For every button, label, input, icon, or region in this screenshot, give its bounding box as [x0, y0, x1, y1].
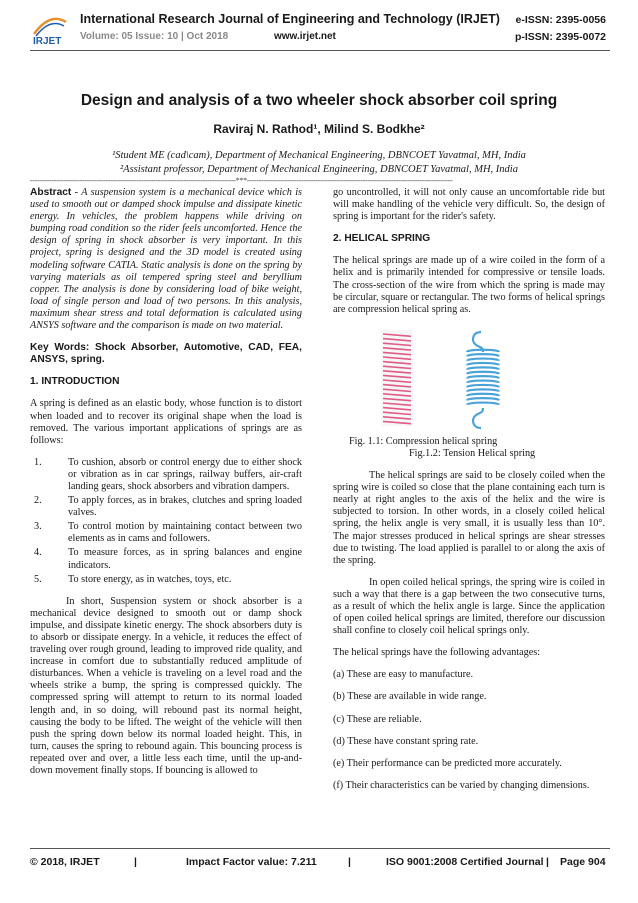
list-number: 3. — [34, 521, 42, 533]
footer-separator: | — [134, 856, 137, 868]
footer-separator: | — [546, 856, 549, 868]
list-item — [30, 521, 302, 545]
list-text: To apply forces, as in brakes, clutches and spring loaded valves. — [68, 495, 302, 519]
authors: Raviraj N. Rathod¹, Milind S. Bodkhe² — [213, 122, 425, 136]
compression-spring-icon — [381, 330, 413, 426]
footer-iso: ISO 9001:2008 Certified Journal — [386, 856, 544, 868]
advantage-item: (d) These have constant spring rate. — [333, 735, 479, 747]
helical-paragraph-3: In open coiled helical springs, the spring wire is coiled in such a way that there is a gap between the two consecutive turns, as a result of which the helix angle is large. Since the application of open coiled helical springs are limited, therefore our discussion shall confine to closely coil helical springs only. — [333, 576, 605, 637]
applications-list — [30, 457, 302, 586]
volume-issue: Volume: 05 Issue: 10 | Oct 2018 — [80, 31, 229, 42]
affiliation-1: ¹Student ME (cad\cam), Department of Mechanical Engineering, DBNCOET Yavatmal, MH, India — [112, 150, 526, 161]
keywords — [30, 342, 302, 366]
irjet-logo-icon — [30, 12, 70, 46]
spring-illustration — [363, 326, 563, 430]
keywords-text: : Shock Absorber, Automotive, CAD, FEA, ANSYS, spring. — [30, 342, 302, 366]
footer-copyright: © 2018, IRJET — [30, 856, 100, 868]
helical-paragraph-1: The helical springs are made up of a wire coiled in the form of a helix and is primarily intended for compressive or tensile loads. The cross-section of the wire from which the spring is made may be circular, square or rectangular. The two forms of helical springs are compression helical spring as. — [333, 255, 605, 315]
intro-heading: 1. INTRODUCTION — [30, 376, 120, 388]
intro-paragraph-1: A spring is defined as an elastic body, whose function is to distort when loaded and to recover its original shape when the load is removed. The various important applications of springs are as follows: — [30, 398, 302, 446]
list-number: 5. — [34, 573, 42, 585]
list-text: To control motion by maintaining contact between two elements as in cams and followers. — [68, 521, 302, 545]
helical-spring-heading: 2. HELICAL SPRING — [333, 233, 431, 245]
advantage-item: (f) Their characteristics can be varied by changing dimensions. — [333, 779, 590, 791]
abstract — [30, 187, 302, 332]
list-number: 4. — [34, 547, 42, 559]
list-item — [30, 574, 302, 586]
list-item — [30, 495, 302, 519]
list-text: To measure forces, as in spring balances and engine indicators. — [68, 547, 302, 571]
tension-spring-icon — [467, 332, 499, 428]
section-separator: ---------------------------------------------------------------------------------------***--------------------------------------------------------------------------------------- — [30, 176, 453, 185]
figure-caption-1: Fig. 1.1: Compression helical spring — [349, 435, 498, 447]
footer-impact-factor: Impact Factor value: 7.211 — [186, 856, 317, 868]
footer-separator: | — [348, 856, 351, 868]
footer-divider — [30, 848, 610, 849]
paper-title: Design and analysis of a two wheeler shock absorber coil spring — [80, 92, 558, 109]
advantage-item: (e) Their performance can be predicted more accurately. — [333, 757, 562, 769]
pissn: p-ISSN: 2395-0072 — [514, 31, 606, 43]
journal-website-link[interactable]: www.irjet.net — [274, 31, 336, 42]
advantage-item: (b) These are available in wide range. — [333, 691, 487, 703]
intro-paragraph-2: In short, Suspension system or shock absorber is a mechanical device designed to smooth out or damp shock impulse, and dissipate kinetic energy. The shock absorbers duty is to absorb or dissipate energy. In a vehicle, it reduces the effect of traveling over rough ground, leading to improved ride quality, and increase in comfort due to substantially reduced amplitude of disturbances. When a vehicle is traveling on a level road and the wheels strike a bump, the spring is compressed quickly. The compressed spring will attempt to return to its normal loaded length and, in so doing, will rebound past its normal height, causing the body to be lifted. The weight of the vehicle will then push the spring down below its normal loaded height. This, in turn, causes the spring to rebound again. This bouncing process is repeated over and over, a little less each time, until the up-and-down movement finally stops. If bouncing is allowed to — [30, 595, 302, 777]
abstract-label: Abstract — [30, 187, 72, 198]
keywords-label: Key Words — [30, 342, 86, 354]
advantage-item: (c) These are reliable. — [333, 713, 422, 725]
right-column — [333, 187, 605, 802]
list-item — [30, 547, 302, 571]
helical-paragraph-2: The helical springs are said to be closely coiled when the spring wire is coiled so close that the plane containing each turn is nearly at right angles to the axis of the helix and the wire is subjected to torsion. In other words, in a closely coiled helical spring, the helix angle is very small, it is usually less than 10°. The major stresses produced in helical springs are shear stresses due to twisting. The load applied is parallel to or along the axis of the spring. — [333, 470, 605, 566]
header-divider — [30, 50, 610, 51]
list-number: 2. — [34, 495, 42, 507]
spring-figure — [333, 326, 605, 434]
abstract-text: - A suspension system is a mechanical device which is used to smooth out or damped shock impulse and dissipate kinetic energy. In vehicles, the problem happens while driving on bumping road condition so the rider feels uncomforted. Hence the design of spring in shock absorber is very important. In this project, spring is designed and the 3D model is created using modeling software CATIA. Static analysis is done on the spring by varying materials as oil tempered spring steel and beryllium copper. The analysis is done by considering load of bike weight, load of single person and load of two persons. In this analysis, maximum shear stress and total deformation is calculated using ANSYS software and the comparison is made on two material. — [30, 187, 302, 332]
advantage-item: (a) These are easy to manufacture. — [333, 669, 474, 681]
list-text: To store energy, as in watches, toys, etc. — [68, 573, 232, 585]
affiliation-2: ²Assistant professor, Department of Mechanical Engineering, DBNCOET Yavatmal, MH, India — [120, 164, 518, 175]
list-item — [30, 457, 302, 493]
logo-text: IRJET — [33, 36, 62, 46]
list-text: To cushion, absorb or control energy due to either shock or vibration as in car springs, railway buffers, air-craft landing gears, shock absorbers and vibration dampers. — [68, 456, 302, 492]
list-number: 1. — [34, 456, 42, 468]
eissn: e-ISSN: 2395-0056 — [515, 14, 606, 26]
advantages-intro: The helical springs have the following advantages: — [333, 647, 541, 659]
figure-caption-2: Fig.1.2: Tension Helical spring — [409, 447, 536, 459]
footer-page-number: Page 904 — [560, 856, 606, 868]
left-column — [30, 187, 302, 787]
journal-header — [30, 12, 610, 48]
journal-title: International Research Journal of Engineering and Technology (IRJET) — [80, 12, 500, 26]
right-paragraph-0: go uncontrolled, it will not only cause an uncomfortable ride but will make handling of the vehicle very difficult. So, the design of spring is important for the rider's safety. — [333, 187, 605, 223]
